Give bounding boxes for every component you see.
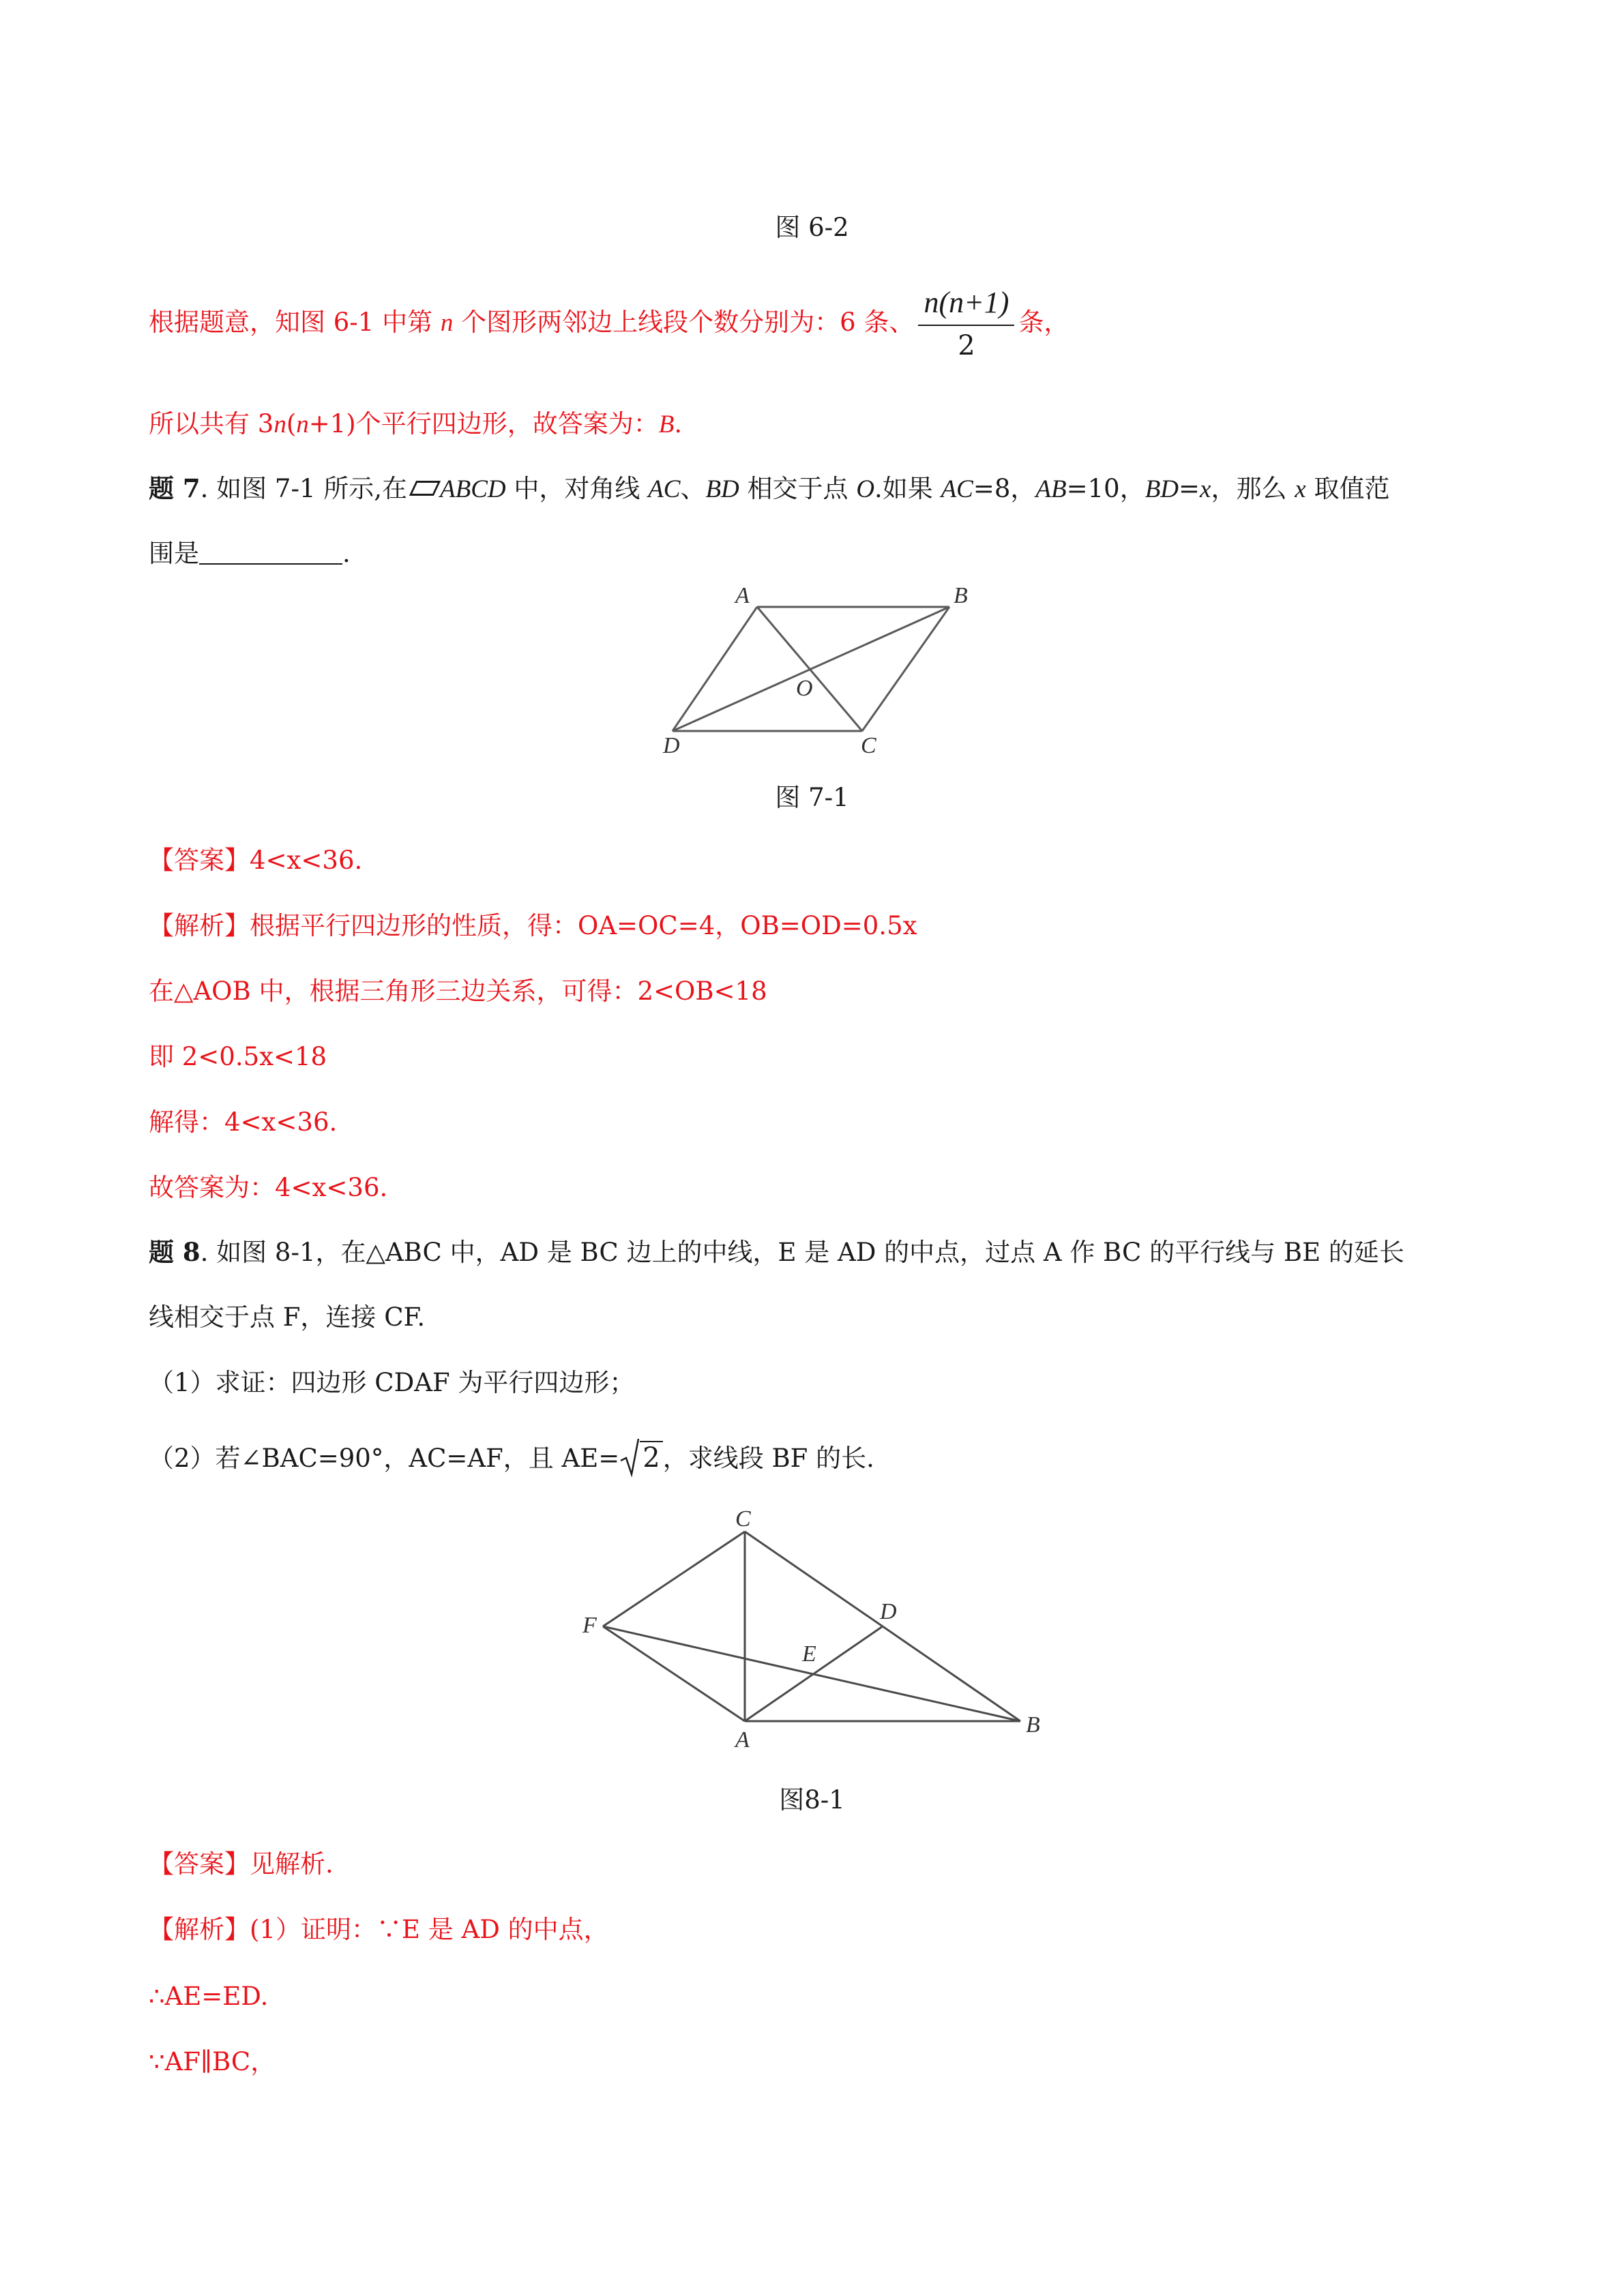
solution-line-2: 所以共有 3n(n+1)个平行四边形，故答案为：B.	[149, 409, 683, 438]
label-E: E	[802, 1641, 816, 1667]
answer-7: 【答案】4<x<36.	[149, 846, 363, 875]
question-7-line-1: 题 7. 如图 7-1 所示,在 ABCD 中，对角线 AC、BD 相交于点 O.如果 AC=8，AB=10，BD=x，那么 x 取值范	[149, 473, 1390, 503]
segment-FA	[603, 1626, 745, 1721]
parallelogram-symbol-icon	[409, 481, 441, 496]
label-B: B	[954, 583, 968, 608]
figure-6-2-caption: 图 6-2	[775, 213, 849, 242]
segment-AD	[745, 1626, 883, 1721]
radical-sign-icon	[619, 1437, 640, 1477]
analysis-7-line-6: 故答案为：4<x<36.	[149, 1173, 388, 1202]
question-7-line-2: 围是 .	[149, 539, 351, 568]
analysis-7-line-4: 即 2<0.5x<18	[149, 1042, 327, 1071]
segment-FB	[603, 1626, 1020, 1721]
fraction-n-n-plus-1-over-2: $\frac{n(n+1)}{2}$	[918, 284, 1014, 366]
label-C: C	[735, 1507, 751, 1532]
label-B: B	[1026, 1712, 1040, 1738]
label-C: C	[861, 733, 876, 757]
label-D: D	[880, 1599, 897, 1624]
figure-8-1-caption: 图8-1	[779, 1785, 845, 1815]
label-F: F	[582, 1613, 597, 1638]
answer-8: 【答案】见解析.	[149, 1849, 334, 1879]
label-O: O	[796, 676, 813, 701]
sqrt-2: 2	[619, 1440, 662, 1476]
figure-8-1	[573, 1507, 1064, 1753]
figure-7-1-caption: 图 7-1	[775, 783, 849, 812]
answer-blank[interactable]	[199, 539, 342, 565]
label-A: A	[735, 583, 750, 608]
label-D: D	[663, 733, 680, 757]
analysis-8-line-3: ∴AE=ED.	[149, 1982, 269, 2011]
question-8-part-2: （2）若∠BAC=90°，AC=AF，且 AE= 2 ，求线段 BF 的长.	[149, 1440, 1486, 1476]
question-8-line-1: 题 8. 如图 8-1，在△ABC 中，AD 是 BC 边上的中线，E 是 AD 的中点，过点 A 作 BC 的平行线与 BE 的延长	[149, 1237, 1404, 1267]
solution-line-1: 根据题意，知图 6-1 中第 n 个图形两邻边上线段个数分别为：6 条、 $\frac{n(n+1)}{2}$ 条，	[149, 278, 1486, 367]
analysis-7-line-3: 在△AOB 中，根据三角形三边关系，可得：2<OB<18	[149, 976, 767, 1006]
figure-7-1	[641, 580, 996, 757]
analysis-7: 【解析】根据平行四边形的性质，得：OA=OC=4，OB=OD=0.5x	[149, 911, 917, 940]
analysis-8: 【解析】(1）证明：∵E 是 AD 的中点，	[149, 1915, 609, 1944]
label-A: A	[735, 1727, 750, 1753]
segment-FC	[603, 1532, 745, 1626]
question-8-part-1: （1）求证：四边形 CDAF 为平行四边形；	[149, 1368, 635, 1397]
question-8-line-2: 线相交于点 F，连接 CF.	[149, 1302, 426, 1332]
analysis-8-line-4: ∵AF∥BC，	[149, 2047, 276, 2076]
analysis-7-line-5: 解得：4<x<36.	[149, 1107, 338, 1137]
